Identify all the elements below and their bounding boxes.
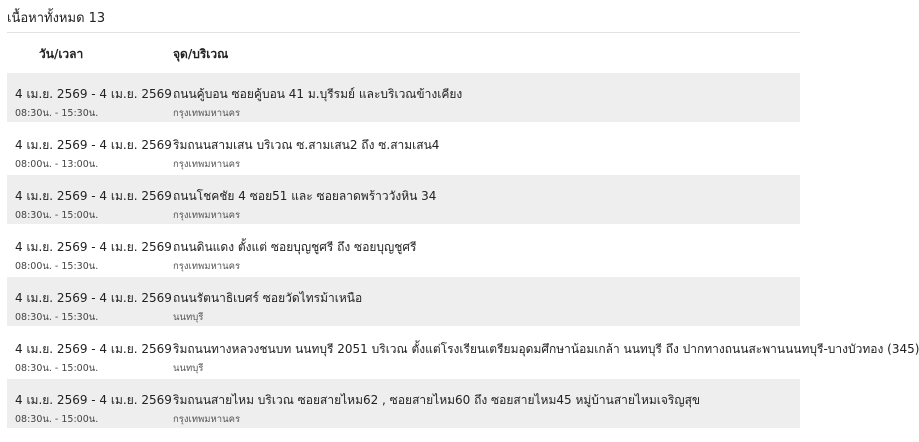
table-row <box>7 173 800 224</box>
row-location: ถนนคู้บอน ซอยคู้บอน 41 ม.บุรีรมย์ และบริเวณข้างเคียง <box>173 87 463 101</box>
row-time-range: 08:30น. - 15:30น. <box>15 108 99 119</box>
row-date-range: 4 เม.ย. 2569 - 4 เม.ย. 2569 <box>15 240 172 254</box>
table-row <box>7 275 800 326</box>
table-row <box>7 224 800 275</box>
table-row <box>7 377 800 428</box>
row-time-range: 08:30น. - 15:00น. <box>15 363 99 374</box>
table-row <box>7 326 919 377</box>
row-province: นนทบุรี <box>173 312 204 323</box>
row-location: ถนนโชคชัย 4 ซอย51 และ ซอยลาดพร้าววังหิน 34 <box>173 189 437 203</box>
row-date-range: 4 เม.ย. 2569 - 4 เม.ย. 2569 <box>15 87 172 101</box>
row-province: นนทบุรี <box>173 363 204 374</box>
column-header-date-time: วัน/เวลา <box>39 47 84 61</box>
row-time-range: 08:30น. - 15:00น. <box>15 414 99 425</box>
row-date-range: 4 เม.ย. 2569 - 4 เม.ย. 2569 <box>15 291 172 305</box>
row-location: ถนนดินแดง ตั้งแต่ ซอยบุญชูศรี ถึง ซอยบุญชูศรี <box>173 240 417 254</box>
row-time-range: 08:00น. - 15:30น. <box>15 261 99 272</box>
row-location: ริมถนนสามเสน บริเวณ ซ.สามเสน2 ถึง ซ.สามเสน4 <box>173 138 440 152</box>
column-header-location: จุด/บริเวณ <box>173 47 229 61</box>
row-time-range: 08:00น. - 13:00น. <box>15 159 99 170</box>
row-date-range: 4 เม.ย. 2569 - 4 เม.ย. 2569 <box>15 189 172 203</box>
row-time-range: 08:30น. - 15:30น. <box>15 312 99 323</box>
table-row <box>7 71 800 122</box>
row-location: ริมถนนสายไหม บริเวณ ซอยสายไหม62 , ซอยสายไหม60 ถึง ซอยสายไหม45 หมู่บ้านสายไหมเจริญสุข <box>173 393 701 407</box>
row-location: ถนนรัตนาธิเบศร์ ซอยวัดไทรม้าเหนือ <box>173 291 363 305</box>
row-province: กรุงเทพมหานคร <box>173 210 241 221</box>
row-time-range: 08:30น. - 15:00น. <box>15 210 99 221</box>
table-header <box>7 33 800 71</box>
row-date-range: 4 เม.ย. 2569 - 4 เม.ย. 2569 <box>15 138 172 152</box>
schedule-table-body <box>7 71 919 428</box>
row-province: กรุงเทพมหานคร <box>173 261 241 272</box>
row-province: กรุงเทพมหานคร <box>173 414 241 425</box>
total-count-label: เนื้อหาทั้งหมด 13 <box>7 11 106 26</box>
row-province: กรุงเทพมหานคร <box>173 108 241 119</box>
row-date-range: 4 เม.ย. 2569 - 4 เม.ย. 2569 <box>15 342 172 356</box>
row-location: ริมถนนทางหลวงชนบท นนทบุรี 2051 บริเวณ ตั้งแต่โรงเรียนเตรียมอุดมศึกษาน้อมเกล้า นนทบุรี ถึง ปากทางถนนสะพานนนทบุรี-บางบัวทอง (345) <box>173 342 919 356</box>
table-row <box>7 122 800 173</box>
row-date-range: 4 เม.ย. 2569 - 4 เม.ย. 2569 <box>15 393 172 407</box>
row-province: กรุงเทพมหานคร <box>173 159 241 170</box>
